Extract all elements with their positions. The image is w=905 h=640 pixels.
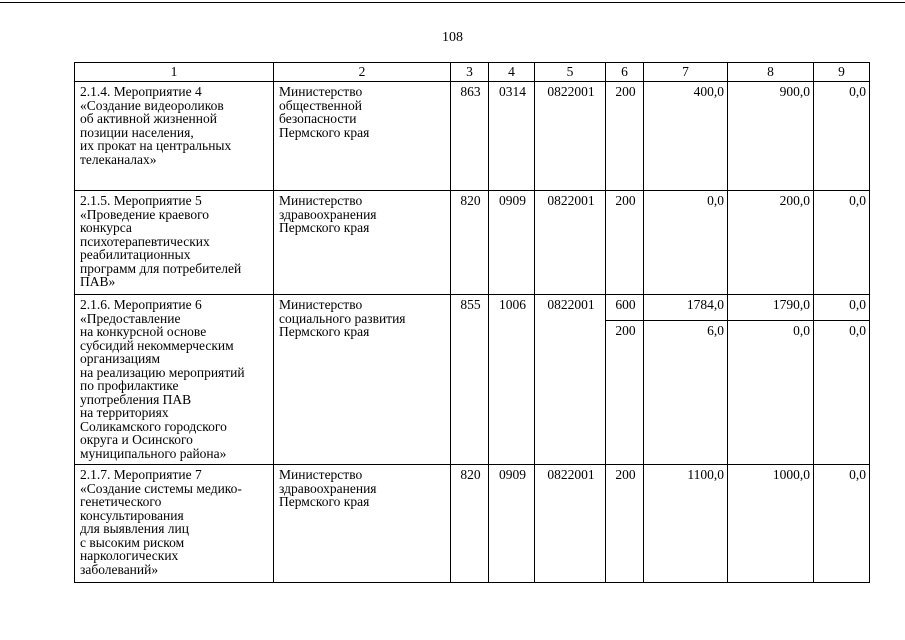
target-item-cell: 0822001: [535, 465, 606, 583]
col-header-2: 2: [274, 63, 451, 82]
table-row: [75, 82, 870, 191]
agency-cell: Министерство общественной безопасности Пермского края: [274, 82, 451, 191]
col-header-7: 7: [644, 63, 728, 82]
event-cell: 2.1.6. Мероприятие 6 «Предоставление на конкурсной основе субсидий некоммерческим организациям на реализацию мероприятий по профилактике употребления ПАВ на территориях Соликамского городского округа и Осинского муниципального района»: [75, 295, 274, 465]
amount-cell-8: 900,0: [728, 82, 814, 191]
page-number: 108: [442, 30, 463, 45]
col-header-5: 5: [535, 63, 606, 82]
code-cell: 855: [451, 295, 489, 465]
amount-cell-8: 200,0: [728, 191, 814, 295]
section-cell: 1006: [489, 295, 535, 465]
amount-cell-7: 1784,0: [644, 295, 728, 321]
section-cell: 0909: [489, 465, 535, 583]
code-cell: 863: [451, 82, 489, 191]
amount-cell-9: 0,0: [814, 465, 870, 583]
col-header-1: 1: [75, 63, 274, 82]
col-header-3: 3: [451, 63, 489, 82]
expense-type-cell: 200: [606, 465, 644, 583]
agency-cell: Министерство здравоохранения Пермского края: [274, 191, 451, 295]
event-cell: 2.1.4. Мероприятие 4 «Создание видеороликов об активной жизненной позиции населения, их прокат на центральных телеканалах»: [75, 82, 274, 191]
col-header-8: 8: [728, 63, 814, 82]
amount-cell-7: 6,0: [644, 321, 728, 465]
amount-cell-8: 1000,0: [728, 465, 814, 583]
agency-cell: Министерство здравоохранения Пермского края: [274, 465, 451, 583]
section-cell: 0314: [489, 82, 535, 191]
amount-cell-9: 0,0: [814, 295, 870, 321]
table-row: [75, 191, 870, 295]
col-header-9: 9: [814, 63, 870, 82]
expense-type-cell: 200: [606, 321, 644, 465]
code-cell: 820: [451, 465, 489, 583]
target-item-cell: 0822001: [535, 295, 606, 465]
expense-type-cell: 200: [606, 82, 644, 191]
amount-cell-7: 0,0: [644, 191, 728, 295]
header-row: [75, 63, 870, 82]
amount-cell-9: 0,0: [814, 321, 870, 465]
event-cell: 2.1.7. Мероприятие 7 «Создание системы медико- генетического консультирования для выявления лиц с высоким риском наркологических заболеваний»: [75, 465, 274, 583]
amount-cell-9: 0,0: [814, 191, 870, 295]
top-rule: [0, 2, 905, 3]
amount-cell-9: 0,0: [814, 82, 870, 191]
table-row: [75, 465, 870, 583]
amount-cell-8: 0,0: [728, 321, 814, 465]
amount-cell-7: 400,0: [644, 82, 728, 191]
col-header-4: 4: [489, 63, 535, 82]
amount-cell-8: 1790,0: [728, 295, 814, 321]
target-item-cell: 0822001: [535, 82, 606, 191]
agency-cell: Министерство социального развития Пермского края: [274, 295, 451, 465]
budget-table: [74, 62, 870, 583]
amount-cell-7: 1100,0: [644, 465, 728, 583]
expense-type-cell: 200: [606, 191, 644, 295]
event-cell: 2.1.5. Мероприятие 5 «Проведение краевого конкурса психотерапевтических реабилитационных программ для потребителей ПАВ»: [75, 191, 274, 295]
section-cell: 0909: [489, 191, 535, 295]
col-header-6: 6: [606, 63, 644, 82]
target-item-cell: 0822001: [535, 191, 606, 295]
expense-type-cell: 600: [606, 295, 644, 321]
table-row: [75, 295, 870, 321]
code-cell: 820: [451, 191, 489, 295]
